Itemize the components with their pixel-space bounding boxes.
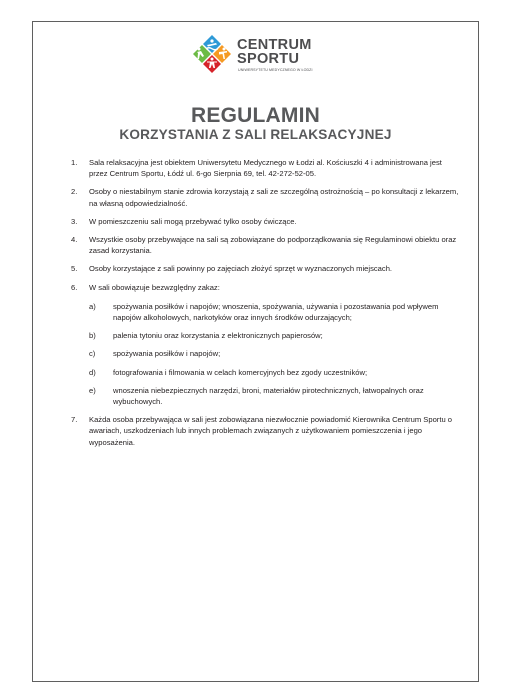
rule-number: 2. — [71, 187, 78, 197]
logo-subline: UNIWERSYTETU MEDYCZNEGO W ŁODZI — [238, 68, 313, 72]
sports-pictogram-logo-icon — [191, 33, 233, 75]
prohibitions-list — [89, 301, 461, 407]
rule-number: 1. — [71, 158, 78, 167]
rule-number: 3. — [71, 216, 78, 226]
rule-item — [61, 414, 461, 448]
rule-item — [61, 234, 461, 256]
centrum-sportu-logo — [191, 33, 331, 77]
rule-text: Sala relaksacyjna jest obiektem Uniwersytetu Medycznego w Łodzi al. Kościuszki 4 i administrowana jest przez Centrum Sportu, Łódź ul. 6-go Sierpnia 69, tel. 42-272-52-05. — [89, 158, 442, 179]
prohibition-item — [89, 385, 461, 407]
prohibition-letter: c) — [89, 349, 96, 359]
rule-number: 4. — [71, 235, 78, 245]
rule-text: Osoby korzystające z sali powinny po zajęciach złożyć sprzęt w wyznaczonych miejscach. — [89, 264, 393, 274]
rule-item — [61, 186, 461, 208]
rule-item — [61, 157, 461, 179]
prohibition-item — [89, 330, 461, 341]
rule-number: 7. — [71, 415, 78, 425]
logo-text-line1: CENTRUM — [237, 37, 312, 53]
prohibition-letter: b) — [89, 331, 96, 341]
rule-item — [61, 216, 461, 227]
prohibition-item — [89, 367, 461, 378]
prohibition-letter: d) — [89, 367, 96, 377]
rule-item — [61, 263, 461, 274]
rule-item — [61, 282, 461, 408]
prohibition-text: wnoszenia niebezpiecznych narzędzi, broni, materiałów pirotechnicznych, łatwopalnych oraz wybuchowych. — [113, 385, 424, 407]
document-subtitle: KORZYSTANIA Z SALI RELAKSACYJNEJ — [119, 127, 392, 142]
prohibition-text: palenia tytoniu oraz korzystania z elektronicznych papierosów; — [113, 331, 323, 341]
rule-text: W pomieszczeniu sali mogą przebywać tylko osoby ćwiczące. — [89, 216, 297, 226]
rules-list — [61, 157, 461, 455]
regulation-page — [32, 21, 479, 682]
document-title: REGULAMIN — [191, 104, 320, 127]
prohibition-text: spożywania posiłków i napojów; wnoszenia, spożywania, używania i pozostawania pod wpływem napojów alkoholowych, narkotyków oraz innych środków odurzających; — [113, 301, 439, 323]
rule-number: 6. — [71, 282, 78, 292]
prohibition-item — [89, 348, 461, 359]
rule-text: Każda osoba przebywająca w sali jest zobowiązana niezwłocznie powiadomić Kierownika Centrum Sportu o awariach, uszkodzeniach lub innych problemach związanych z użytkowaniem pomieszczenia i jego wyposażenia. — [89, 415, 452, 447]
prohibition-text: fotografowania i filmowania w celach komercyjnych bez zgody uczestników; — [113, 367, 368, 377]
prohibition-letter: a) — [89, 301, 96, 311]
rule-text: W sali obowiązuje bezwzględny zakaz: — [89, 282, 220, 292]
rule-text: Wszystkie osoby przebywające na sali są zobowiązane do podporządkowania się Regulaminowi obiektu oraz zasad korzystania. — [89, 235, 457, 256]
prohibition-item — [89, 301, 461, 323]
logo-text-line2: SPORTU — [237, 51, 300, 67]
rule-text: Osoby o niestabilnym stanie zdrowia korzystają z sali ze szczególną ostrożnością – po konsultacji z lekarzem, na własną odpowiedzialność. — [89, 187, 459, 208]
prohibition-text: spożywania posiłków i napojów; — [113, 349, 221, 359]
rule-number: 5. — [71, 264, 78, 274]
prohibition-letter: e) — [89, 385, 96, 395]
